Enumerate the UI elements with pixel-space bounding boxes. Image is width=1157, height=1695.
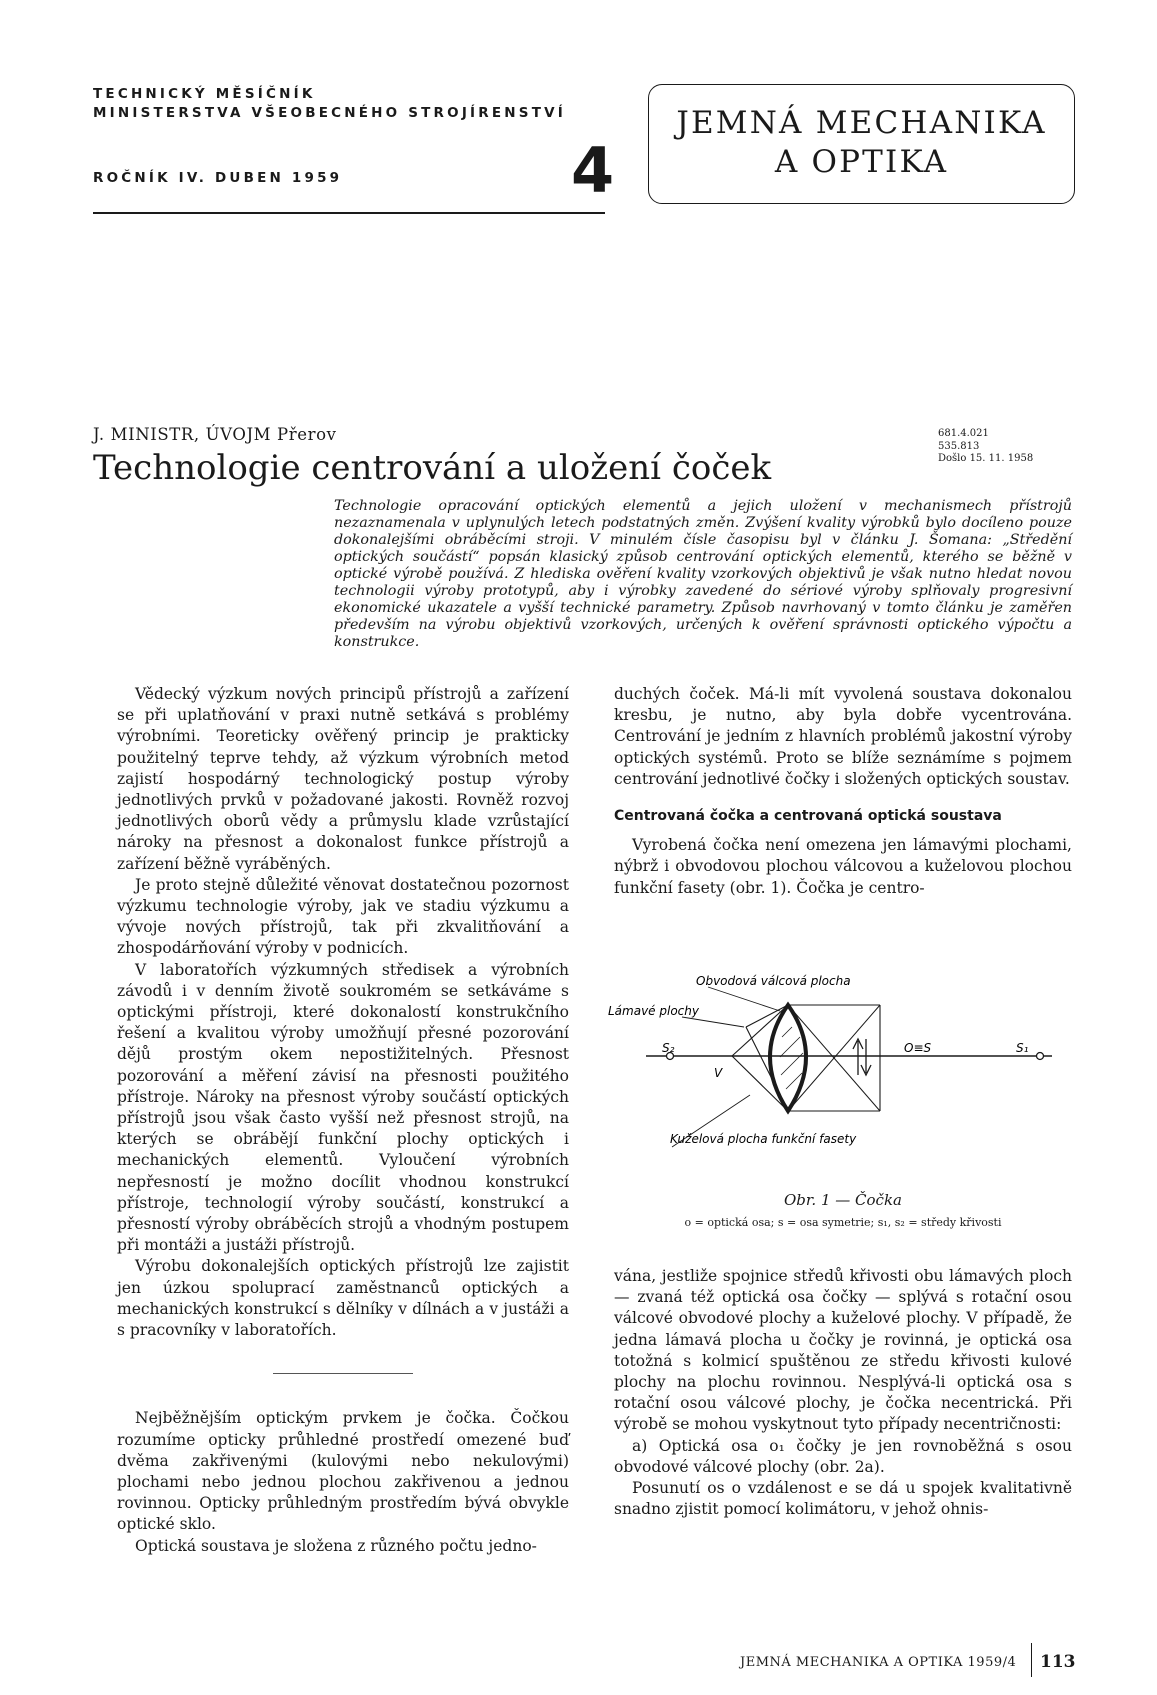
paragraph: vána, jestliže spojnice středů křivosti obu lámavých ploch — zvaná též optická osa čočky — splývá s rotační osou válcové obvodové plochy a kuželové plochy. V případě, že jedna lámavá plocha u čočky je rovinná, je optická osa totožná s kolmicí spuštěnou ze středu křivosti kulové plochy na plochu rovinnou. Nesplývá-li optická osa s rotační osou válcové plochy, je čočka necentrická. Při výrobě se mohou vyskytnout tyto případy necentričnosti: — [614, 1267, 1072, 1434]
page-number: 113 — [1040, 1652, 1076, 1672]
right-column-top — [614, 684, 1072, 899]
lens-hatching — [780, 1027, 803, 1089]
paragraph: a) Optická osa o₁ čočky je jen rovnoběžná s osou obvodové válcové plochy (obr. 2a). — [614, 1436, 1072, 1476]
masthead-line2: MINISTERSTVA VŠEOBECNÉHO STROJÍRENSTVÍ — [93, 105, 566, 121]
figure-caption: Obr. 1 — Čočka — [784, 1191, 902, 1209]
abstract: Technologie opracování optických elementů a jejich uložení v mechanismech přístrojů nezaznamenala v uplynulých letech podstatných změn. Zvýšení kvality výrobků bylo docíleno pouze dokonalejšími obráběcími stroji. V minulém čísle časopisu byl v článku J. Šomana: „Středění optických součástí“ popsán klasický způsob centrování optických elementů, kterého se běžně v optické výrobě používá. Z hlediska ověření kvality vzorkových objektivů je však nutno hledat novou technologii výroby prototypů, aby i výrobky zavedené do sériové výroby splňovaly progresivní ekonomické ukazatele a vyšší technické parametry. Způsob navrhovaný v tomto článku je zaměřen především na výrobu objektivů vzorkových, určených k ověření správnosti optického výpočtu a konstrukce. — [334, 498, 1072, 650]
paragraph: Nejběžnějším optickým prvkem je čočka. Čočkou rozumíme opticky průhledné prostředí omezené buď dvěma zakřivenými (kulovými nebo nekulovými) plochami nebo jednou plochou zakřivenou a jednou rovinnou. Opticky průhledným prostředím bývá obvykle optické sklo. — [117, 1409, 569, 1534]
paragraph: duchých čoček. Má-li mít vyvolená soustava dokonalou kresbu, je nutno, aby byla dobře vycentrována. Centrování je jedním z hlavních problémů jakostní výroby optických systémů. Proto se blíže seznámíme s pojmem centrování jednotlivé čočky i složených optických soustav. — [614, 685, 1072, 788]
journal-title-box — [648, 84, 1075, 204]
udc-line1: 681.4.021 — [938, 428, 989, 439]
section-heading: Centrovaná čočka a centrovaná optická soustava — [614, 808, 1002, 825]
paragraph: V laboratořích výzkumných středisek a výrobních závodů i v denním životě soukromém se setkáváme s optickými přístroji, které dokonalostí konstrukčního řešení a kvalitou výroby umožňují přesné pozorování dějů prostým okem nepostižitelných. Přesnost pozorování a měření závisí na přesnosti použitého přístroje. Nároky na přesnost výroby součástí optických přístrojů jsou však často vyšší než přesnost strojů, na kterých se obrábějí funkční plochy optických i mechanických elementů. Vyloučení výrobních nepřesností je možno docílit vhodnou konstrukcí přístroje, technologií výroby součástí, konstrukcí a přesností výroby obráběcích strojů a vhodným postupem při montáži a justáži přístrojů. — [117, 960, 569, 1255]
footer-divider — [1031, 1643, 1032, 1677]
label-top: Obvodová válcová plocha — [696, 974, 851, 988]
journal-title-line2: A OPTIKA — [774, 143, 949, 180]
masthead-rule — [93, 212, 605, 214]
paragraph: Výrobu dokonalejších optických přístrojů lze zajistit jen úzkou spoluprací zaměstnanců optických a mechanických konstrukcí s dělníky v dílnách a v justáži a s pracovníky v laboratořích. — [117, 1257, 569, 1340]
masthead-volume: ROČNÍK IV. DUBEN 1959 — [93, 170, 343, 186]
label-left: Lámavé plochy — [608, 1004, 699, 1018]
lens-figure — [608, 974, 1060, 1185]
udc-block — [938, 428, 1033, 466]
footer-journal: JEMNÁ MECHANIKA A OPTIKA 1959/4 — [740, 1655, 1017, 1670]
article-title: Technologie centrování a uložení čoček — [93, 448, 772, 488]
paragraph: Je proto stejně důležité věnovat dostatečnou pozornost výzkumu technologie výroby, jak ve stadiu výzkumu a vývoje nových přístrojů, tak při zkvalitňování a zhospodárňování výroby v podnicích. — [117, 875, 569, 958]
label-s2: S₂ — [662, 1041, 675, 1055]
journal-title-line1: JEMNÁ MECHANIKA — [676, 105, 1047, 141]
masthead-line1: TECHNICKÝ MĚSÍČNÍK — [93, 86, 316, 102]
received-date: Došlo 15. 11. 1958 — [938, 453, 1034, 464]
byline: J. MINISTR, ÚVOJM Přerov — [93, 425, 337, 444]
label-bottom: Kuželová plocha funkční fasety — [670, 1132, 857, 1146]
paragraph: Posunutí os o vzdálenost e se dá u spojek kvalitativně snadno zjistit pomocí kolimátoru, v jehož ohnis- — [614, 1479, 1072, 1519]
lens-shape — [770, 1005, 806, 1111]
label-os: O≡S — [904, 1041, 932, 1055]
right-column-bottom — [614, 1266, 1072, 1520]
paragraph: Optická soustava je složena z různého počtu jedno- — [135, 1536, 537, 1555]
label-s1: S₁ — [1016, 1041, 1029, 1055]
figure-legend: o = optická osa; s = osa symetrie; s₁, s₂ = středy křivosti — [684, 1216, 1002, 1229]
paragraph: Vyrobená čočka není omezena jen lámavými plochami, nýbrž i obvodovou plochou válcovou a kuželovou plochou funkční fasety (obr. 1). Čočka je centro- — [614, 836, 1072, 897]
s1-point — [1037, 1053, 1044, 1060]
udc-line2: 535.813 — [938, 440, 980, 452]
paragraph: Vědecký výzkum nových principů přístrojů a zařízení se při uplatňování v praxi nutně setkává s problémy výrobními. Teoreticky ověřený princip je prakticky použitelný teprve tehdy, až výzkum výrobních metod zajistí hospodárný technologický postup výroby jednotlivých prvků v požadované jakosti. Rovněž rozvoj jednotlivých oborů vědy a průmyslu klade vzrůstající nároky na přesnost a dokonalost funkce přístrojů a zařízení běžně vyráběných. — [117, 685, 569, 873]
left-column — [117, 684, 569, 1557]
label-v: V — [714, 1066, 723, 1080]
issue-number: 4 — [571, 134, 615, 207]
section-separator — [273, 1373, 413, 1374]
